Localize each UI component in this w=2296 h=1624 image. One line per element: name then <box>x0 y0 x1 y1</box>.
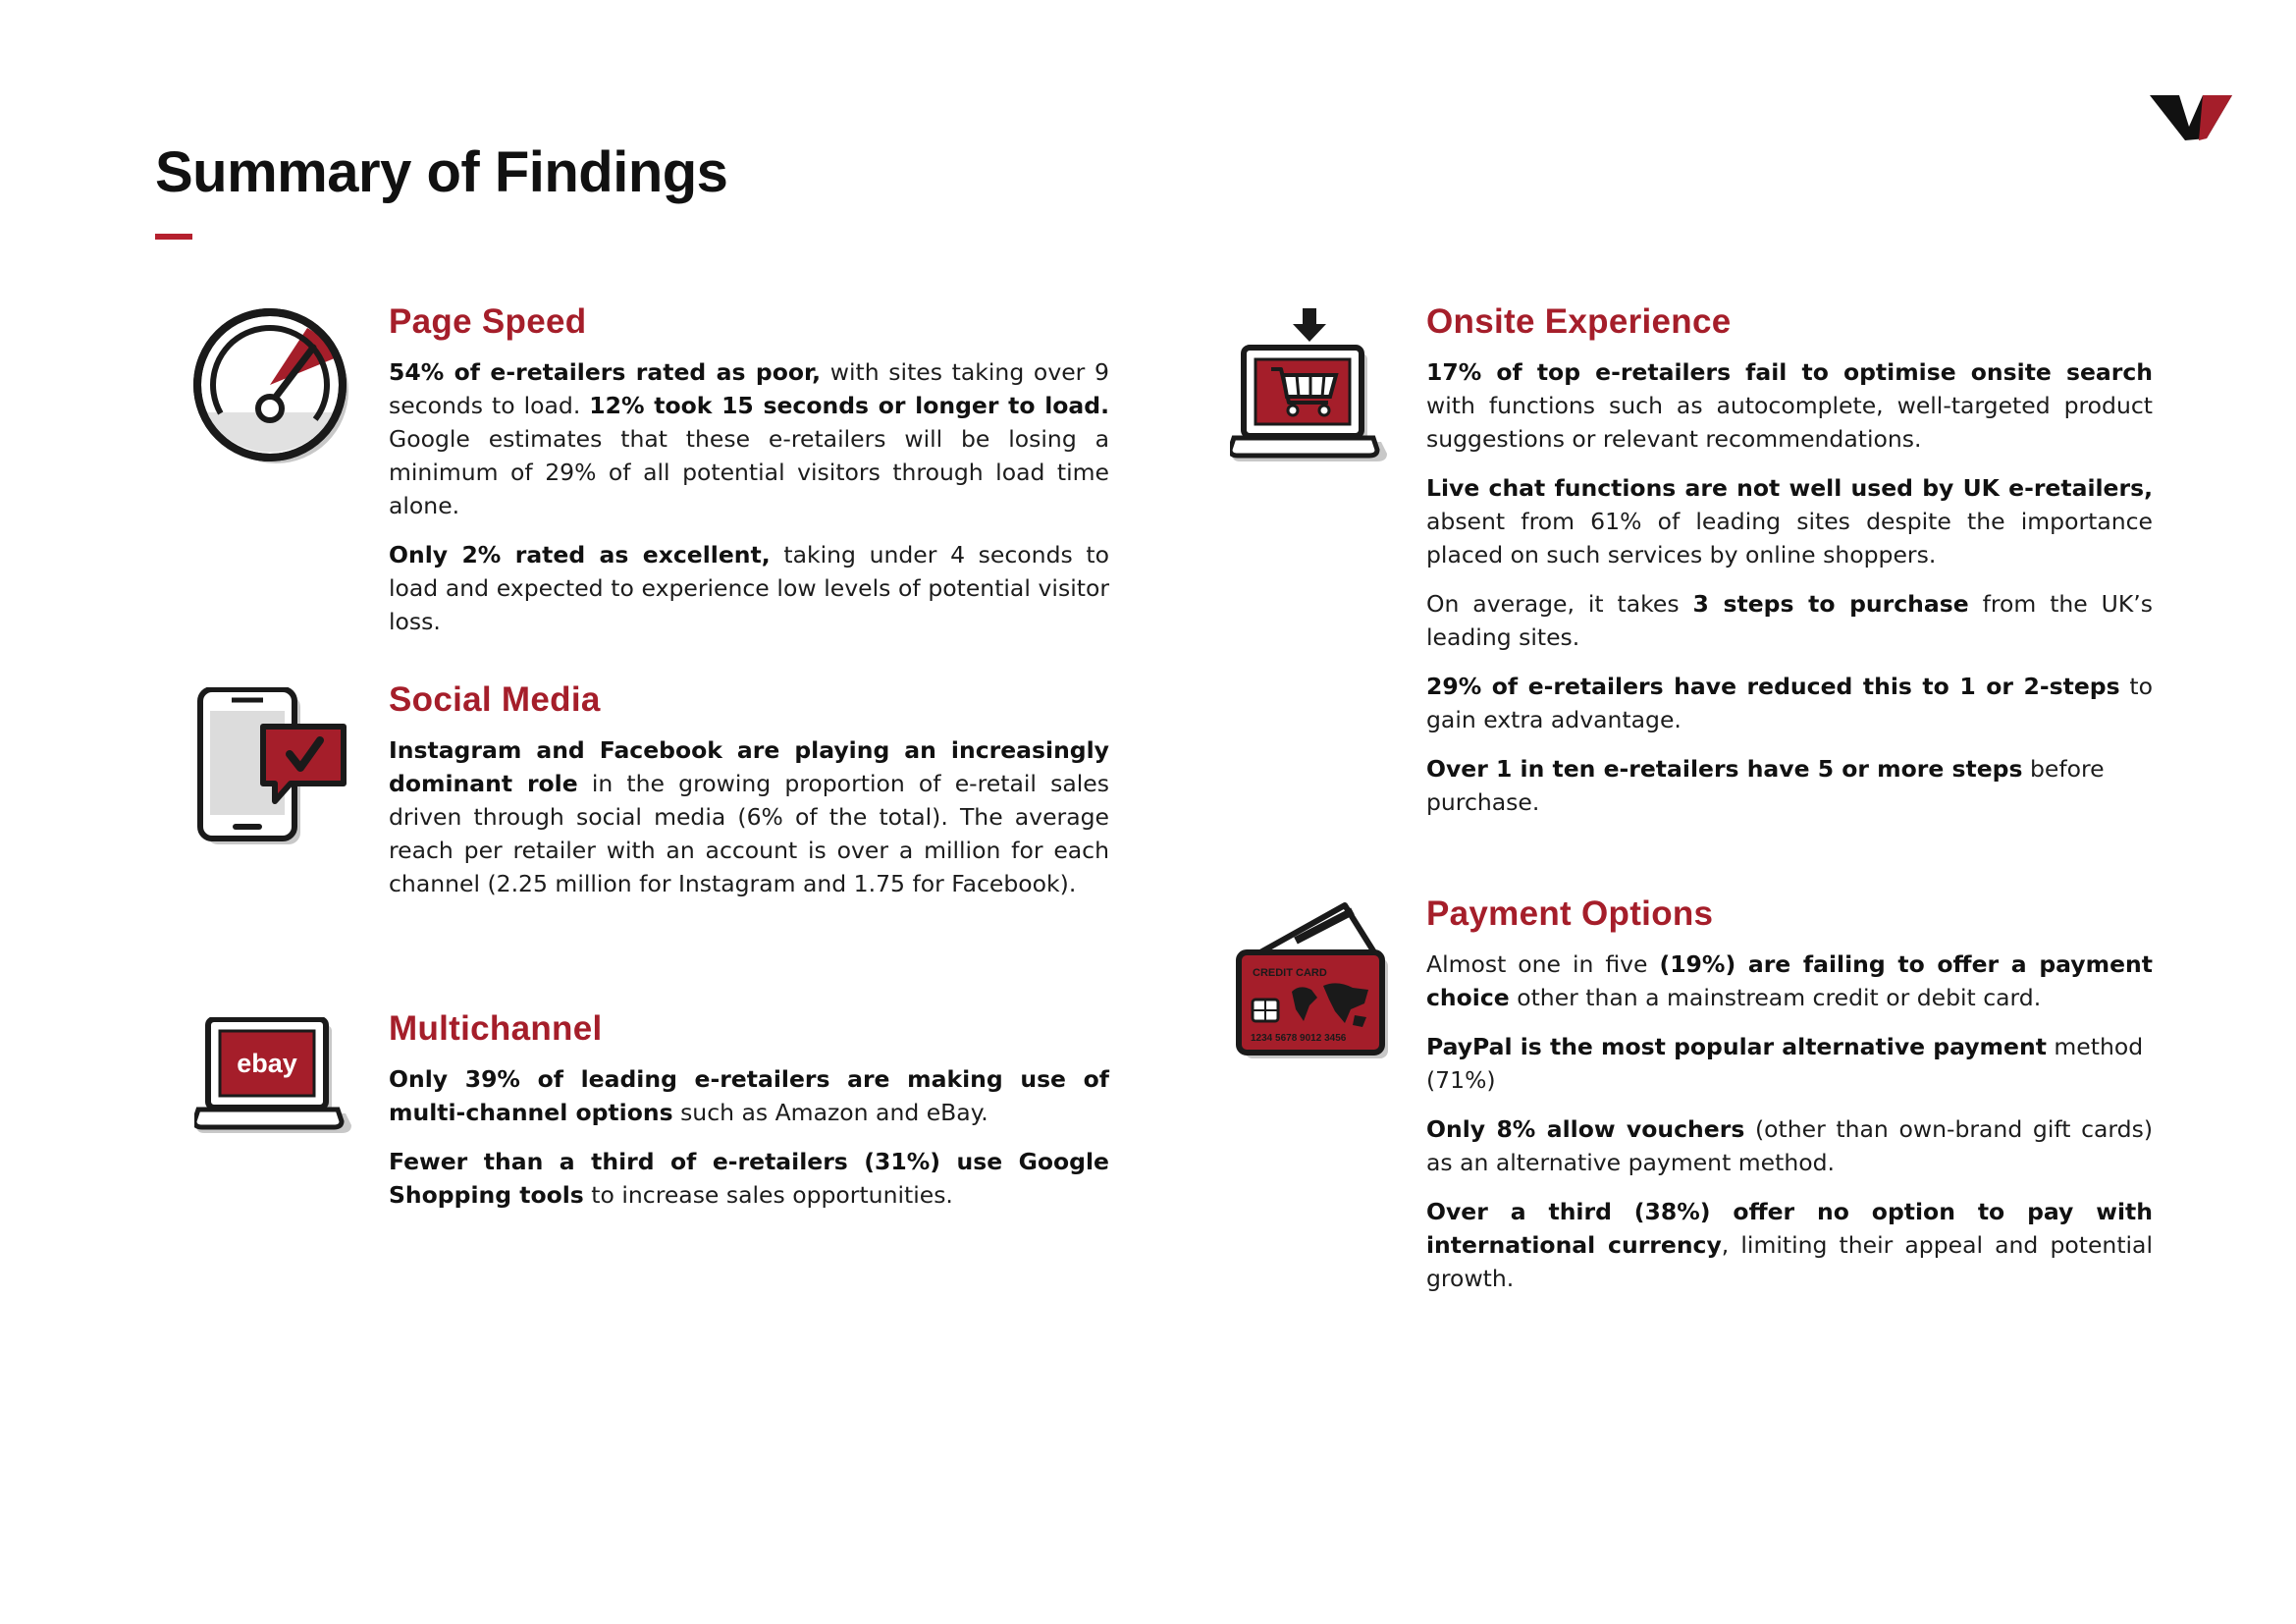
payment-options-paragraph: PayPal is the most popular alternative payment method (71%) <box>1426 1033 2144 1094</box>
speedometer-icon <box>191 306 353 468</box>
credit-card-icon <box>1235 901 1392 1062</box>
laptop-ebay-icon <box>194 1017 351 1139</box>
page-speed-paragraph: 54% of e-retailers rated as poor, with sites taking over 9 seconds to load. 12% took 15 seconds or longer to load. Google estimates that these e-retailers will be losing a minimum of 29% of all potential visitors through load time alone. <box>389 358 1109 519</box>
multichannel-paragraph: Only 39% of leading e-retailers are making use of multi-channel options such as Amazon and eBay. <box>389 1065 1109 1126</box>
onsite-experience-heading: Onsite Experience <box>1426 302 1732 341</box>
payment-options-paragraph: Almost one in five (19%) are failing to offer a payment choice other than a mainstream credit or debit card. <box>1426 950 2153 1011</box>
payment-options-section <box>1426 894 2153 1311</box>
ebay-logo-text: ebay <box>237 1049 297 1078</box>
social-media-paragraph: Instagram and Facebook are playing an increasingly dominant role in the growing proportion of e-retail sales driven through social media (6% of the total). The average reach per retailer with an account is over a million for each channel (2.25 million for Instagram and 1.75 for Facebook). <box>389 736 1109 897</box>
onsite-experience-paragraph: On average, it takes 3 steps to purchase from the UK’s leading sites. <box>1426 590 2153 651</box>
onsite-experience-paragraph: Live chat functions are not well used by UK e-retailers, absent from 61% of leading sites despite the importance placed on such services by online shoppers. <box>1426 474 2153 568</box>
multichannel-heading: Multichannel <box>389 1009 603 1048</box>
page-title: Summary of Findings <box>155 140 728 204</box>
page-speed-section <box>389 302 1109 654</box>
card-label-text: CREDIT CARD <box>1253 967 1327 979</box>
onsite-experience-paragraph: 29% of e-retailers have reduced this to 1 or 2-steps to gain extra advantage. <box>1426 673 2153 733</box>
laptop-cart-icon <box>1230 308 1387 467</box>
payment-options-heading: Payment Options <box>1426 894 1714 933</box>
brand-logo <box>2150 93 2232 142</box>
smartphone-chat-icon <box>196 687 348 849</box>
multichannel-section <box>389 1009 1109 1227</box>
onsite-experience-section <box>1426 302 2153 835</box>
onsite-experience-paragraph: 17% of top e-retailers fail to optimise onsite search with functions such as autocomplete, well-targeted product suggestions or relevant recommendations. <box>1426 358 2153 453</box>
onsite-experience-paragraph: Over 1 in ten e-retailers have 5 or more steps before purchase. <box>1426 755 2105 816</box>
card-number-text: 1234 5678 9012 3456 <box>1251 1033 1347 1044</box>
page-speed-heading: Page Speed <box>389 302 587 341</box>
page-speed-paragraph: Only 2% rated as excellent, taking under 4 seconds to load and expected to experience low levels of potential visitor loss. <box>389 541 1109 635</box>
title-underline <box>155 234 192 240</box>
payment-options-paragraph: Only 8% allow vouchers (other than own-brand gift cards) as an alternative payment method. <box>1426 1115 2153 1176</box>
social-media-heading: Social Media <box>389 680 601 719</box>
payment-options-paragraph: Over a third (38%) offer no option to pay with international currency, limiting their appeal and potential growth. <box>1426 1198 2153 1292</box>
social-media-section <box>389 680 1109 916</box>
multichannel-paragraph: Fewer than a third of e-retailers (31%) use Google Shopping tools to increase sales opportunities. <box>389 1148 1109 1209</box>
